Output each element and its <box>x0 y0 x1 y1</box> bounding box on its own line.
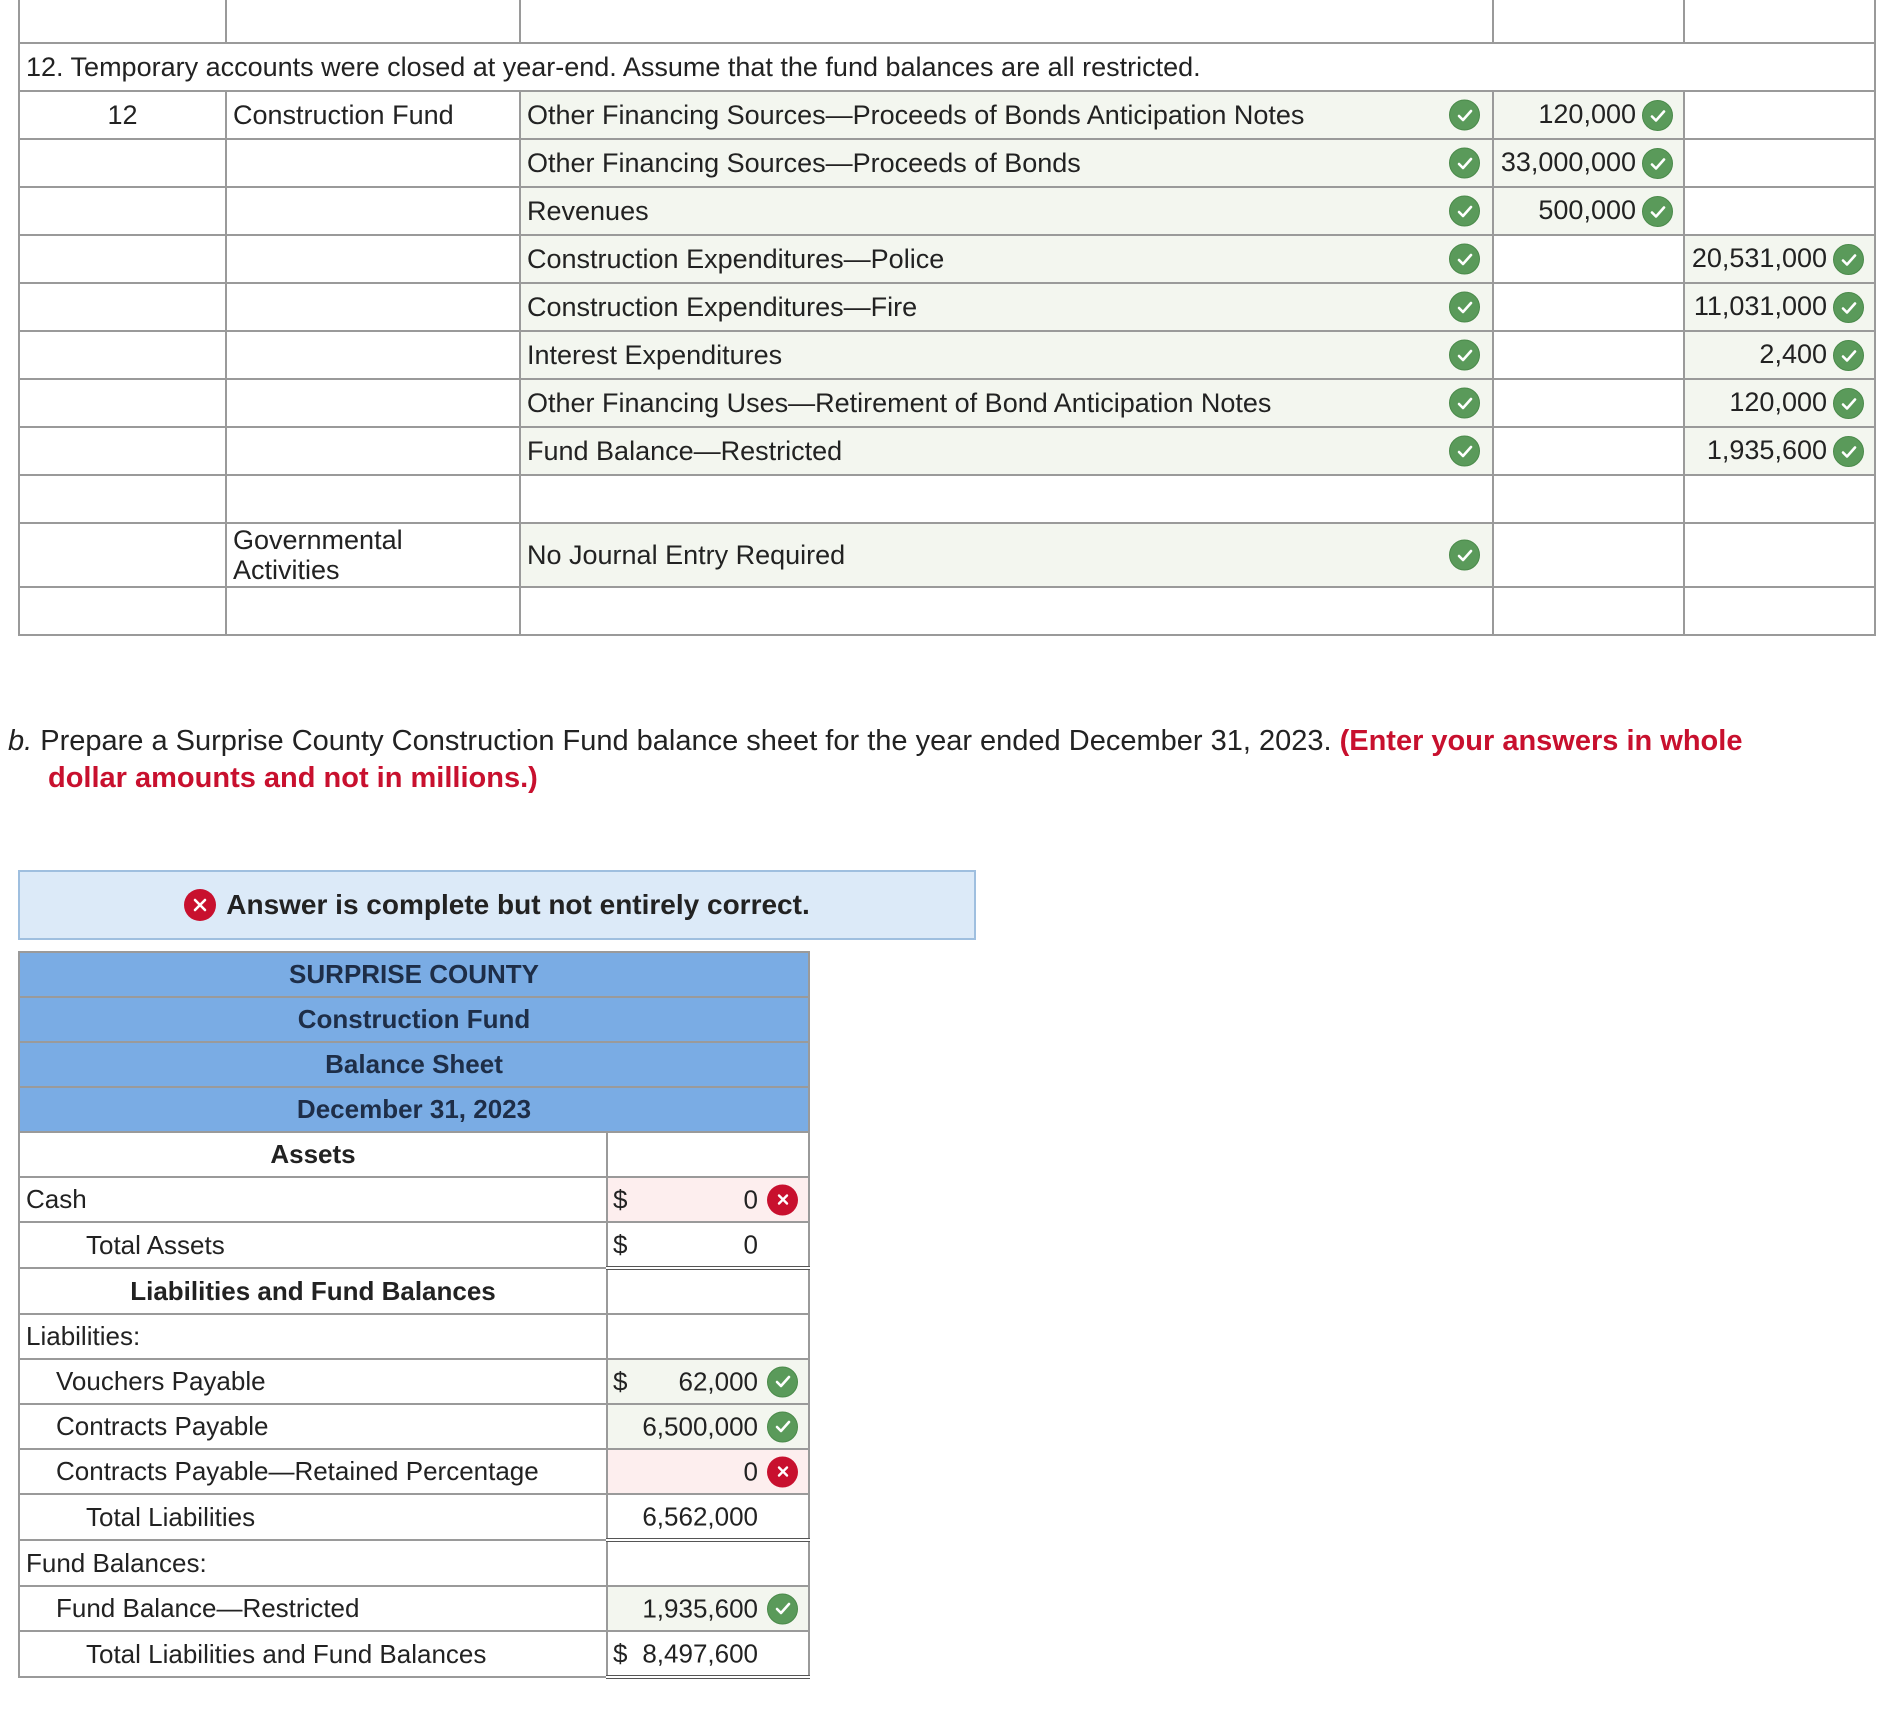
check-icon <box>767 1593 798 1624</box>
total-assets-label: Total Assets <box>19 1222 607 1268</box>
total-liabilities-fund-balances-value: $ 8,497,600 <box>607 1631 809 1677</box>
check-icon <box>1833 388 1864 419</box>
check-icon <box>1642 148 1673 179</box>
debit-field[interactable] <box>1493 235 1684 283</box>
check-icon <box>767 1411 798 1442</box>
account-field[interactable] <box>520 475 1493 523</box>
account-field[interactable]: Other Financing Sources—Proceeds of Bonds <box>520 139 1493 187</box>
statement-title: Balance Sheet <box>19 1042 809 1087</box>
debit-field[interactable]: 500,000 <box>1493 187 1684 235</box>
debit-field[interactable]: 33,000,000 <box>1493 139 1684 187</box>
journal-row <box>19 523 1875 587</box>
statement-date: December 31, 2023 <box>19 1087 809 1132</box>
check-icon <box>1449 340 1480 371</box>
part-text: Prepare a Surprise County Construction Fund balance sheet for the year ended December 31, 2023. <box>40 725 1332 757</box>
journal-row <box>19 235 1875 283</box>
check-icon <box>767 1366 798 1397</box>
credit-field[interactable] <box>1684 475 1875 523</box>
debit-field[interactable]: 120,000 <box>1493 91 1684 139</box>
credit-field[interactable]: 1,935,600 <box>1684 427 1875 475</box>
fund-balance-restricted-label: Fund Balance—Restricted <box>19 1586 607 1631</box>
journal-row <box>19 91 1875 139</box>
retained-percentage-row <box>19 1449 809 1494</box>
vouchers-payable-label: Vouchers Payable <box>19 1359 607 1404</box>
account-field[interactable]: No Journal Entry Required <box>520 523 1493 587</box>
total-liabilities-row <box>19 1494 809 1540</box>
credit-field[interactable]: 120,000 <box>1684 379 1875 427</box>
account-field[interactable]: Fund Balance—Restricted <box>520 427 1493 475</box>
answer-status-banner <box>18 870 976 940</box>
contracts-payable-input[interactable]: 6,500,000 <box>607 1404 809 1449</box>
total-liabilities-fund-balances-label: Total Liabilities and Fund Balances <box>19 1631 607 1677</box>
debit-field[interactable] <box>1493 379 1684 427</box>
liabilities-fund-balances-heading: Liabilities and Fund Balances <box>19 1268 607 1314</box>
credit-field[interactable]: 2,400 <box>1684 331 1875 379</box>
cash-label: Cash <box>19 1177 607 1222</box>
credit-field[interactable] <box>1684 587 1875 635</box>
journal-row-blank <box>19 475 1875 523</box>
hint-text-cont: dollar amounts and not in millions.) <box>48 762 538 794</box>
cash-input[interactable]: $ 0 <box>607 1177 809 1222</box>
check-icon <box>1833 340 1864 371</box>
debit-field[interactable] <box>1493 427 1684 475</box>
journal-entry-table <box>18 0 1876 636</box>
balance-sheet <box>18 951 810 1679</box>
credit-field[interactable]: 20,531,000 <box>1684 235 1875 283</box>
check-icon <box>1642 100 1673 131</box>
assets-heading: Assets <box>19 1132 607 1177</box>
total-liabilities-fund-balances-row <box>19 1631 809 1677</box>
entity-title: SURPRISE COUNTY <box>19 952 809 997</box>
cash-row <box>19 1177 809 1222</box>
check-icon <box>1449 540 1480 571</box>
journal-row-blank-top <box>19 0 1875 43</box>
journal-row <box>19 379 1875 427</box>
entry-number: 12 <box>19 91 226 139</box>
account-field[interactable]: Construction Expenditures—Fire <box>520 283 1493 331</box>
check-icon <box>1642 196 1673 227</box>
check-icon <box>1449 196 1480 227</box>
account-field[interactable]: Interest Expenditures <box>520 331 1493 379</box>
account-field[interactable] <box>520 587 1493 635</box>
check-icon <box>1449 388 1480 419</box>
error-icon <box>767 1184 798 1215</box>
total-assets-row <box>19 1222 809 1268</box>
journal-instruction-row <box>19 43 1875 91</box>
journal-row <box>19 283 1875 331</box>
vouchers-payable-input[interactable]: $ 62,000 <box>607 1359 809 1404</box>
part-label: b. <box>8 725 33 757</box>
hint-text: (Enter your answers in whole <box>1339 725 1743 757</box>
account-field[interactable]: Construction Expenditures—Police <box>520 235 1493 283</box>
check-icon <box>1449 100 1480 131</box>
fund-name: Governmental Activities <box>226 523 520 587</box>
liabilities-label: Liabilities: <box>19 1314 607 1359</box>
journal-instruction: 12. Temporary accounts were closed at year-end. Assume that the fund balances are all restricted. <box>19 43 1875 91</box>
credit-field[interactable] <box>1684 91 1875 139</box>
fund-name: Construction Fund <box>226 91 520 139</box>
check-icon <box>1833 292 1864 323</box>
contracts-payable-row <box>19 1404 809 1449</box>
journal-row <box>19 187 1875 235</box>
journal-row <box>19 331 1875 379</box>
check-icon <box>1449 244 1480 275</box>
error-icon <box>767 1456 798 1487</box>
error-icon <box>184 889 216 921</box>
credit-field[interactable] <box>1684 187 1875 235</box>
total-liabilities-label: Total Liabilities <box>19 1494 607 1540</box>
vouchers-payable-row <box>19 1359 809 1404</box>
banner-text: Answer is complete but not entirely correct. <box>226 889 810 920</box>
total-liabilities-value: 6,562,000 <box>607 1494 809 1540</box>
account-field[interactable]: Other Financing Sources—Proceeds of Bonds Anticipation Notes <box>520 91 1493 139</box>
total-assets-value: $ 0 <box>607 1222 809 1268</box>
journal-row <box>19 427 1875 475</box>
contracts-payable-label: Contracts Payable <box>19 1404 607 1449</box>
credit-field[interactable] <box>1684 139 1875 187</box>
check-icon <box>1449 292 1480 323</box>
journal-row <box>19 139 1875 187</box>
debit-field[interactable] <box>1493 283 1684 331</box>
debit-field[interactable] <box>1493 331 1684 379</box>
account-field[interactable]: Other Financing Uses—Retirement of Bond Anticipation Notes <box>520 379 1493 427</box>
fund-title: Construction Fund <box>19 997 809 1042</box>
account-field[interactable]: Revenues <box>520 187 1493 235</box>
check-icon <box>1449 148 1480 179</box>
journal-row-blank <box>19 587 1875 635</box>
credit-field[interactable] <box>1684 523 1875 587</box>
debit-field[interactable] <box>1493 475 1684 523</box>
part-b-instructions <box>8 723 1888 797</box>
retained-percentage-label: Contracts Payable—Retained Percentage <box>19 1449 607 1494</box>
check-icon <box>1449 436 1480 467</box>
fund-balance-restricted-row <box>19 1586 809 1631</box>
debit-field[interactable] <box>1493 523 1684 587</box>
fund-balance-restricted-input[interactable]: 1,935,600 <box>607 1586 809 1631</box>
check-icon <box>1833 436 1864 467</box>
fund-balances-label: Fund Balances: <box>19 1540 607 1586</box>
check-icon <box>1833 244 1864 275</box>
retained-percentage-input[interactable]: 0 <box>607 1449 809 1494</box>
credit-field[interactable]: 11,031,000 <box>1684 283 1875 331</box>
debit-field[interactable] <box>1493 587 1684 635</box>
